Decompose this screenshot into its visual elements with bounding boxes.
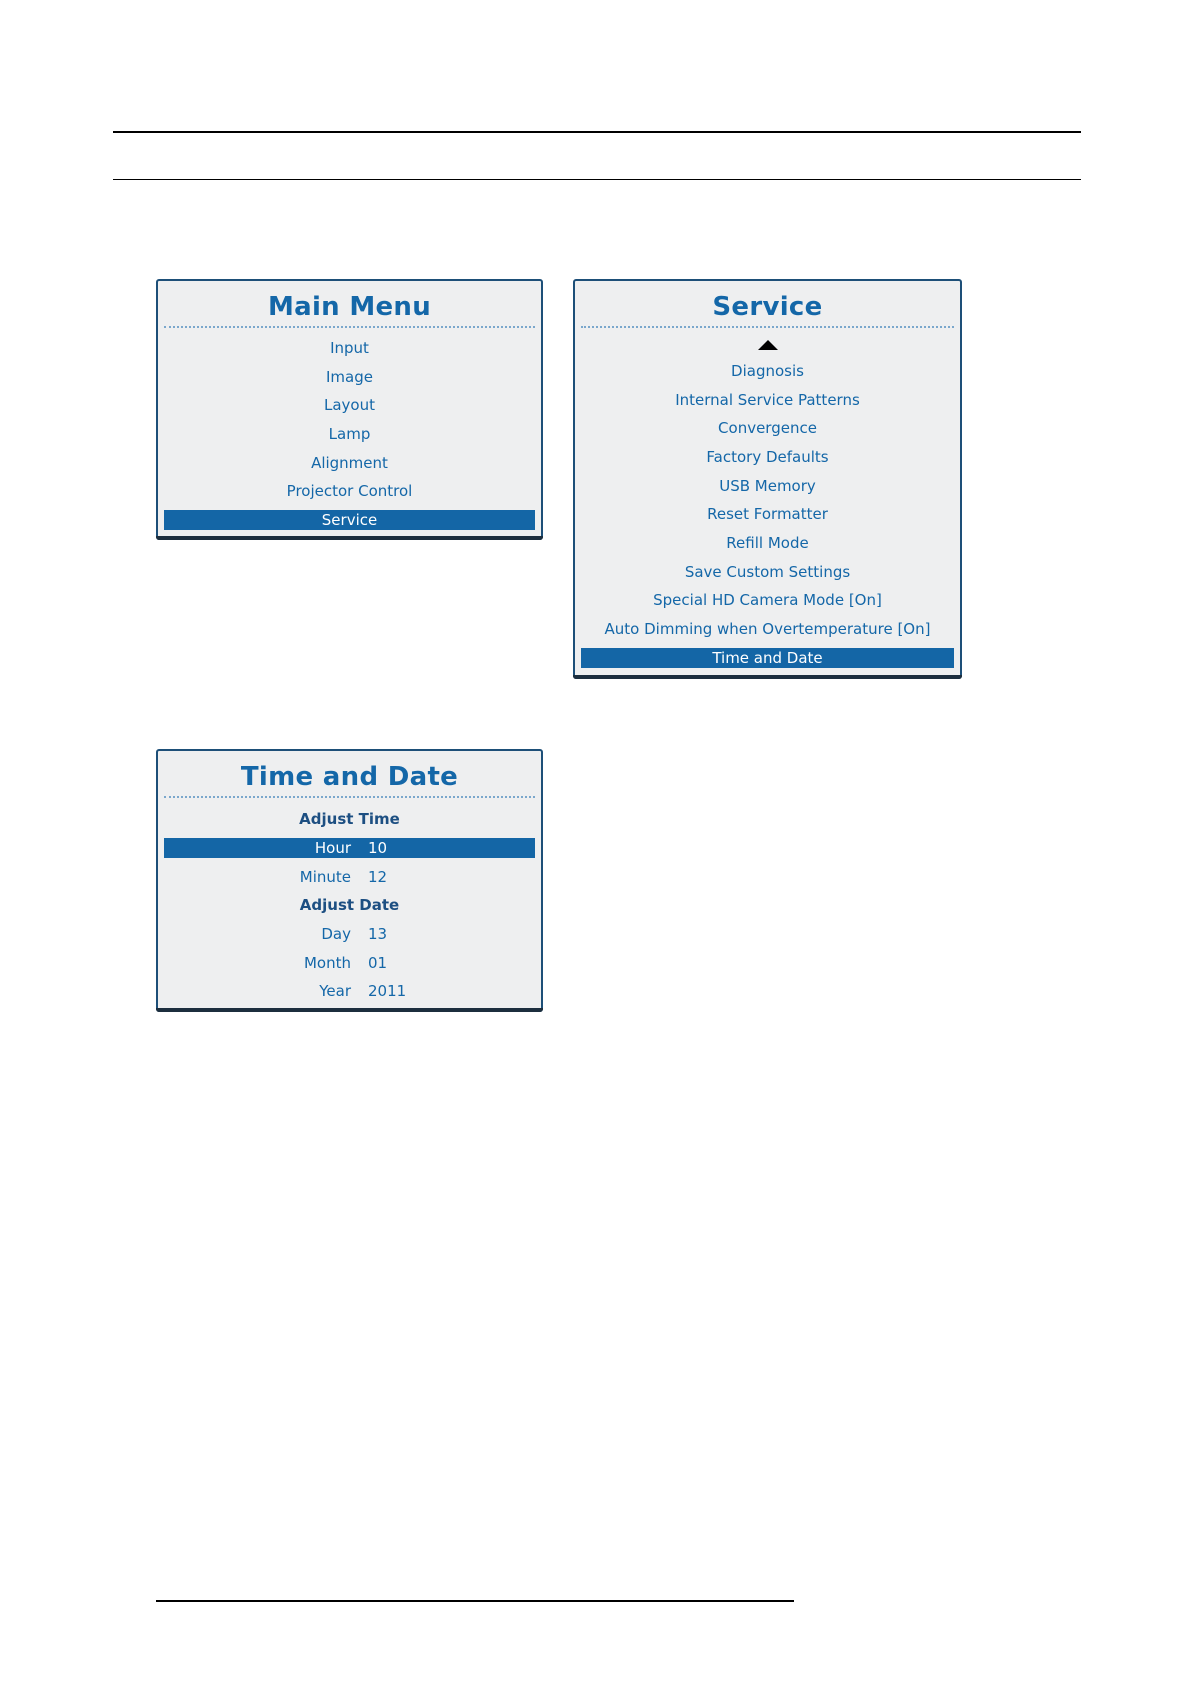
main-menu-item-image[interactable]: Image xyxy=(326,368,373,386)
service-item-auto-dimming[interactable]: Auto Dimming when Overtemperature [On] xyxy=(604,620,931,638)
service-menu-separator xyxy=(581,326,954,328)
service-item-save-custom-settings[interactable]: Save Custom Settings xyxy=(684,563,851,581)
year-label: Year xyxy=(319,982,351,1000)
time-date-separator xyxy=(164,796,535,798)
time-date-title: Time and Date xyxy=(240,762,459,792)
header-rule-top xyxy=(113,131,1081,133)
day-row[interactable] xyxy=(164,924,535,944)
year-row[interactable] xyxy=(164,981,535,1001)
service-item-usb-memory[interactable]: USB Memory xyxy=(719,477,816,495)
main-menu-item-service[interactable]: Service xyxy=(164,510,535,530)
service-item-special-hd-camera-mode[interactable]: Special HD Camera Mode [On] xyxy=(653,591,882,609)
minute-value: 12 xyxy=(368,868,388,886)
hour-row[interactable] xyxy=(164,838,535,858)
main-menu-item-alignment[interactable]: Alignment xyxy=(311,454,388,472)
service-item-internal-service-patterns[interactable]: Internal Service Patterns xyxy=(675,391,860,409)
day-label: Day xyxy=(321,925,351,943)
scroll-up-arrow-icon[interactable] xyxy=(758,340,778,350)
time-date-panel xyxy=(156,749,543,1012)
main-menu-separator xyxy=(164,326,535,328)
hour-label: Hour xyxy=(314,839,351,857)
service-item-convergence[interactable]: Convergence xyxy=(718,419,817,437)
service-item-reset-formatter[interactable]: Reset Formatter xyxy=(707,505,828,523)
day-value: 13 xyxy=(368,925,388,943)
hour-value: 10 xyxy=(368,839,388,857)
month-row[interactable] xyxy=(164,953,535,973)
service-menu-panel xyxy=(573,279,962,679)
main-menu-item-lamp[interactable]: Lamp xyxy=(328,425,371,443)
footer-rule xyxy=(156,1600,794,1602)
header-rule-bottom xyxy=(113,179,1081,180)
minute-row[interactable] xyxy=(164,867,535,887)
adjust-date-heading: Adjust Date xyxy=(299,896,400,914)
month-label: Month xyxy=(303,954,351,972)
service-item-factory-defaults[interactable]: Factory Defaults xyxy=(706,448,829,466)
adjust-time-heading: Adjust Time xyxy=(299,810,400,828)
main-menu-item-layout[interactable]: Layout xyxy=(324,396,375,414)
service-item-time-and-date[interactable]: Time and Date xyxy=(581,648,954,668)
main-menu-title: Main Menu xyxy=(267,292,432,322)
service-item-diagnosis[interactable]: Diagnosis xyxy=(731,362,804,380)
year-value: 2011 xyxy=(368,982,407,1000)
minute-label: Minute xyxy=(299,868,351,886)
main-menu-item-input[interactable]: Input xyxy=(330,339,369,357)
main-menu-panel xyxy=(156,279,543,540)
service-item-refill-mode[interactable]: Refill Mode xyxy=(726,534,809,552)
service-menu-title: Service xyxy=(712,292,823,322)
main-menu-item-projector-control[interactable]: Projector Control xyxy=(286,482,413,500)
month-value: 01 xyxy=(368,954,388,972)
